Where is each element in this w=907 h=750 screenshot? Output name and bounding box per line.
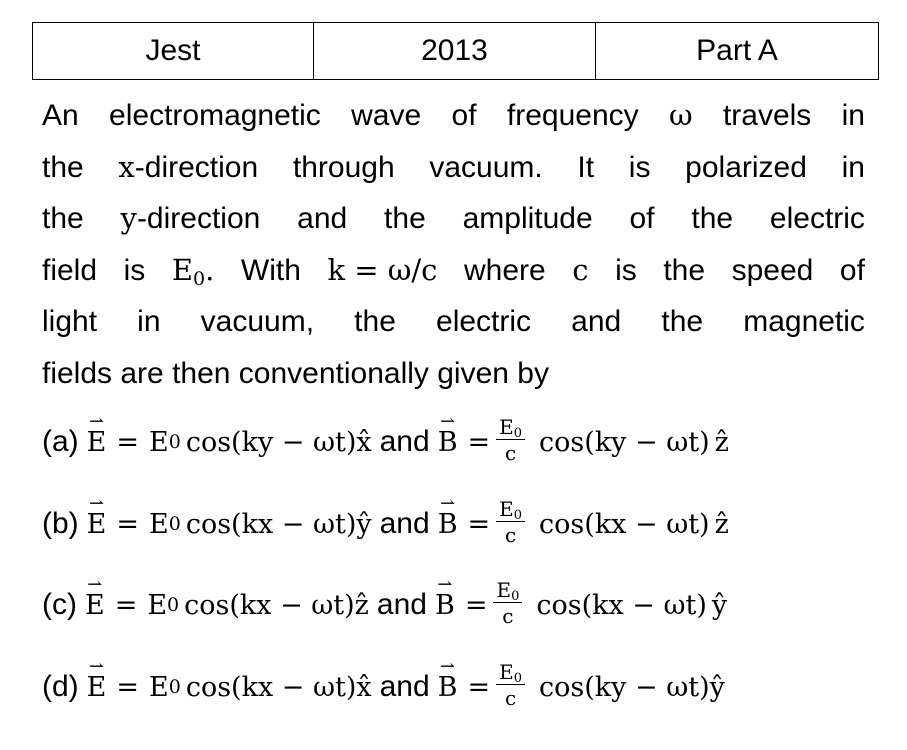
word: where <box>463 253 546 287</box>
b-symbol: B <box>437 426 458 458</box>
e-symbol: E <box>496 578 512 602</box>
exam-year-cell: 2013 <box>314 23 596 80</box>
period: . <box>205 252 215 287</box>
amplitude-fraction <box>496 416 525 464</box>
and-word: and <box>379 425 430 458</box>
electric-field-expression: cos(kx − ωt)ŷ <box>185 508 372 540</box>
magnetic-field-expression: cos(kx − ωt) <box>539 508 710 540</box>
option-label: (c) <box>42 588 77 621</box>
word: is <box>615 253 637 287</box>
magnetic-field-expression: cos(kx − ωt) <box>536 589 707 621</box>
amplitude-symbol: E <box>149 426 169 458</box>
fraction-numerator <box>496 416 525 440</box>
unit-vector: ŷ <box>711 589 728 621</box>
electric-field-expression: cos(kx − ωt)ẑ <box>184 589 369 621</box>
word: the <box>691 202 734 235</box>
fraction-denominator: c <box>505 523 517 547</box>
word: the <box>354 305 396 338</box>
word: the <box>661 305 704 338</box>
magnetic-field-vector <box>437 492 458 540</box>
option-c[interactable]: (c) ⇀ E = E 0 cos(kx − ωt)ẑ and ⇀ B = $\frac{E_0}{c}$ cos(kx − ωt) ŷ <box>42 573 728 628</box>
e-symbol: E <box>499 415 514 439</box>
e-symbol: E <box>86 426 107 458</box>
word: electric <box>436 305 532 338</box>
word: magnetic <box>743 305 865 338</box>
word: in <box>841 150 865 184</box>
word: of <box>451 99 477 132</box>
word: An <box>42 99 79 132</box>
b-symbol: B <box>437 671 458 703</box>
word: through <box>292 150 395 184</box>
option-label: (d) <box>42 670 79 703</box>
vector-arrow-icon: ⇀ <box>88 410 105 432</box>
fraction-numerator <box>493 579 522 603</box>
equals-sign: = <box>116 671 140 703</box>
magnetic-field-vector <box>437 410 458 458</box>
subscript: 0 <box>513 508 523 523</box>
question-line-4 <box>42 245 865 297</box>
question-line-1 <box>42 90 865 142</box>
wavenumber-equation: k = ω/c <box>327 252 438 287</box>
word: the <box>663 253 706 287</box>
equals-sign: = <box>464 589 488 621</box>
fraction-denominator: c <box>505 441 517 465</box>
word: polarized <box>685 150 807 184</box>
word: electric <box>769 202 865 235</box>
word: the <box>384 202 426 235</box>
e-symbol: E <box>84 589 105 621</box>
magnetic-field-vector <box>437 655 458 703</box>
electric-field-expression: cos(ky − ωt)x̂ <box>185 426 372 458</box>
amplitude-symbol: E <box>149 671 169 703</box>
word: -direction <box>134 150 259 184</box>
electric-field-vector <box>84 573 105 621</box>
and-word: and <box>379 670 430 703</box>
magnetic-field-vector <box>434 573 455 621</box>
option-d[interactable]: (d) ⇀ E = E 0 cos(kx − ωt)x̂ and ⇀ B = $\frac{E_0}{c}$ cos(ky − ωt)ŷ <box>42 655 725 710</box>
magnetic-field-expression: cos(ky − ωt) <box>539 426 710 458</box>
vector-arrow-icon: ⇀ <box>440 655 456 677</box>
e0-term <box>172 245 214 297</box>
electric-field-vector <box>86 655 107 703</box>
vector-arrow-icon: ⇀ <box>88 655 105 677</box>
x-direction-term <box>118 142 258 194</box>
electric-field-vector <box>86 492 107 540</box>
subscript: 0 <box>193 267 206 290</box>
amplitude-symbol: E <box>149 508 169 540</box>
equals-sign: = <box>467 508 491 540</box>
vector-arrow-icon: ⇀ <box>87 573 103 595</box>
fraction-denominator: c <box>502 604 514 628</box>
header-table <box>32 22 879 80</box>
word: light <box>42 305 98 338</box>
word: field <box>42 253 98 287</box>
word: of <box>629 202 655 235</box>
question-line-5 <box>42 296 865 348</box>
word: and <box>571 305 622 338</box>
y-symbol: y <box>120 201 137 235</box>
electric-field-expression: cos(kx − ωt)x̂ <box>185 671 372 703</box>
word: It <box>577 150 595 184</box>
word: is <box>628 150 651 184</box>
option-b[interactable]: (b) ⇀ E = E 0 cos(kx − ωt)ŷ and ⇀ B = $\frac{E_0}{c}$ cos(kx − ωt) ẑ <box>42 492 729 547</box>
e-symbol: E <box>86 671 107 703</box>
b-symbol: B <box>434 589 455 621</box>
word: frequency <box>506 99 639 132</box>
word: and <box>297 202 348 235</box>
question-line-6 <box>42 348 865 400</box>
amplitude-symbol: E <box>147 589 168 621</box>
e-symbol: E <box>499 497 514 521</box>
and-word: and <box>379 507 430 540</box>
fraction-numerator <box>496 661 525 685</box>
e-symbol: E <box>499 660 514 684</box>
exam-part-cell: Part A <box>596 23 879 80</box>
c-symbol: c <box>572 252 589 287</box>
question-text <box>42 90 865 399</box>
equals-sign: = <box>467 671 491 703</box>
amplitude-fraction <box>496 661 525 709</box>
e-symbol: E <box>86 508 107 540</box>
word: the <box>42 202 84 235</box>
vector-arrow-icon: ⇀ <box>440 410 456 432</box>
electric-field-vector <box>86 410 107 458</box>
word: is <box>123 253 146 287</box>
equals-sign: = <box>467 426 491 458</box>
magnetic-field-expression: cos(ky − ωt)ŷ <box>539 671 725 703</box>
word: vacuum. <box>429 150 543 184</box>
vector-arrow-icon: ⇀ <box>440 492 456 514</box>
question-line-2 <box>42 142 865 194</box>
x-symbol: x <box>118 149 135 184</box>
word: vacuum, <box>200 305 315 338</box>
unit-vector: ẑ <box>714 508 729 540</box>
fraction-denominator: c <box>504 686 517 710</box>
option-label: (a) <box>42 425 79 458</box>
word: With <box>240 253 301 287</box>
word: -direction <box>136 202 261 235</box>
header-row <box>33 23 879 80</box>
subscript: 0 <box>511 589 520 604</box>
word: in <box>137 305 161 338</box>
amplitude-fraction <box>496 498 525 546</box>
subscript: 0 <box>513 671 523 686</box>
word: speed <box>731 253 814 287</box>
word: travels <box>722 99 812 132</box>
equals-sign: = <box>116 426 140 458</box>
question-line-3 <box>42 193 865 245</box>
y-direction-term <box>121 193 261 245</box>
unit-vector: ẑ <box>714 426 729 458</box>
equals-sign: = <box>114 589 138 621</box>
word: of <box>839 253 865 287</box>
fraction-numerator <box>496 498 525 522</box>
omega-symbol: ω <box>668 98 693 132</box>
vector-arrow-icon: ⇀ <box>88 492 105 514</box>
word: in <box>841 99 865 132</box>
equals-sign: = <box>116 508 140 540</box>
b-symbol: B <box>437 508 458 540</box>
amplitude-fraction <box>493 579 522 627</box>
word: wave <box>351 99 422 132</box>
question-line-6-text: fields are then conventionally given by <box>42 356 549 390</box>
word: the <box>42 150 84 184</box>
exam-name-cell: Jest <box>33 23 314 80</box>
option-label: (b) <box>42 507 79 540</box>
vector-arrow-icon: ⇀ <box>437 573 453 595</box>
subscript: 0 <box>513 426 523 441</box>
e-symbol: E <box>171 252 194 287</box>
and-word: and <box>376 588 427 621</box>
word: electromagnetic <box>109 99 321 132</box>
word: amplitude <box>462 202 593 235</box>
option-a[interactable]: (a) ⇀ E = E 0 cos(ky − ωt)x̂ and ⇀ B = $\frac{E_0}{c}$ cos(ky − ωt) ẑ <box>42 410 729 465</box>
